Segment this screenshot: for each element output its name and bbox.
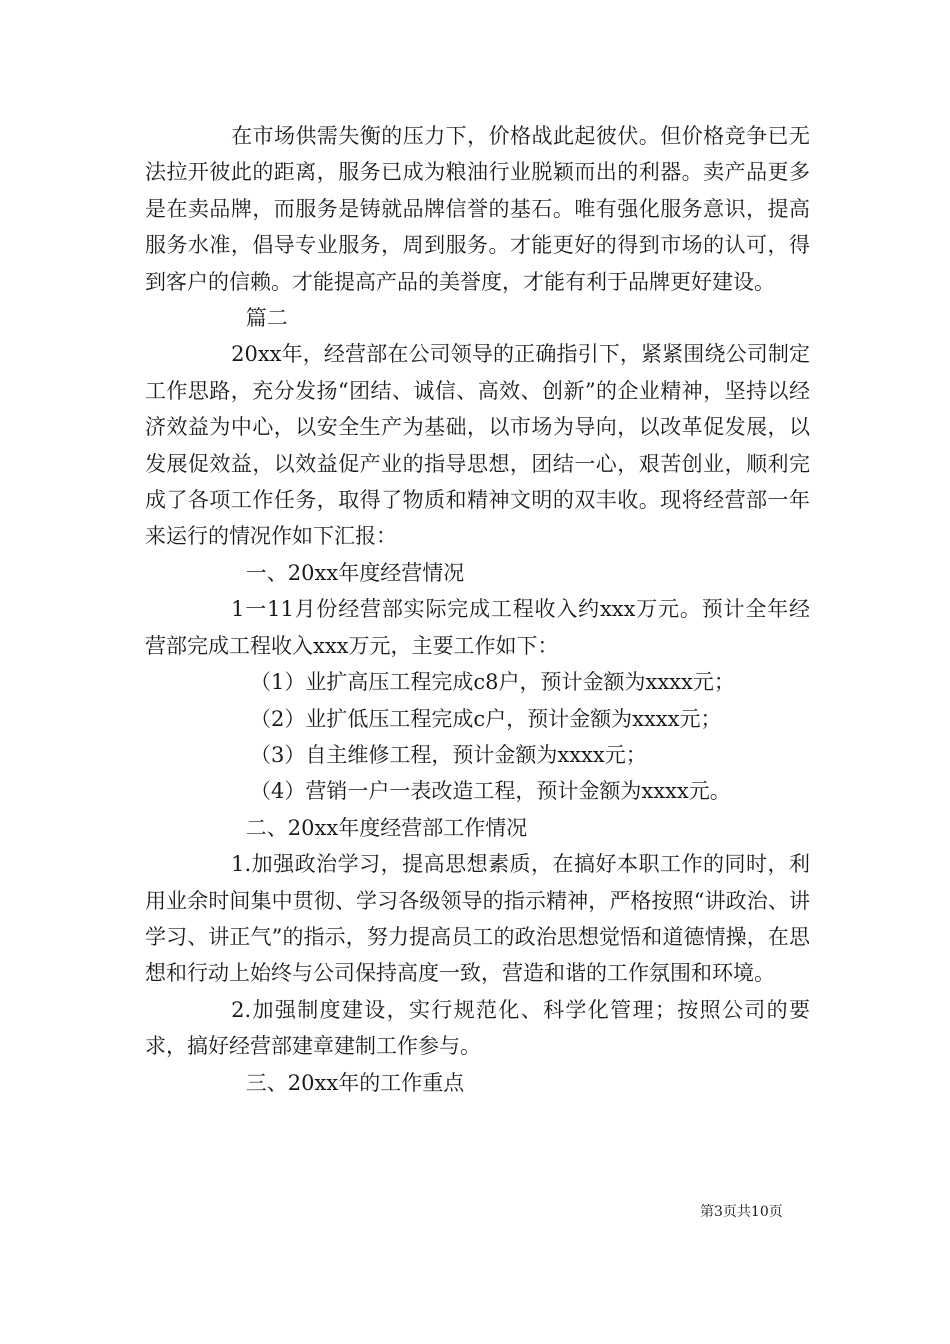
heading-work-focus: 三、20xx年的工作重点 [245,1070,465,1095]
paragraph-revenue: 1一11月份经营部实际完成工程收入约xxx万元。预计全年经营部完成工程收入xxx万元，主要工作如下： [145,597,810,658]
heading-work-status: 二、20xx年度经营部工作情况 [245,815,528,840]
page-number-footer: 第3页共10页 [700,1204,783,1220]
list-item-high-voltage: （1）业扩高压工程完成c8户，预计金额为xxxx元； [250,670,735,695]
heading-business-status: 一、20xx年度经营情况 [245,560,465,585]
list-item-meter-renovation: （4）营销一户一表改造工程，预计金额为xxxx元。 [250,779,731,804]
paragraph-system-building: 2.加强制度建设，实行规范化、科学化管理；按照公司的要求，搞好经营部建章建制工作参与。 [145,997,810,1059]
list-item-maintenance: （3）自主维修工程，预计金额为xxxx元； [250,742,647,767]
paragraph-service: 在市场供需失衡的压力下，价格战此起彼伏。但价格竞争已无法拉开彼此的距离，服务已成为粮油行业脱颖而出的利器。卖产品更多是在卖品牌，而服务是铸就品牌信誉的基石。唯有强化服务意识，提高服务水准，倡导专业服务，周到服务。才能更好的得到市场的认可，得到客户的信赖。才能提高产品的美誉度，才能有利于品牌更好建设。 [145,124,810,294]
section-title-part-two: 篇二 [245,306,288,331]
paragraph-political-study: 1.加强政治学习，提高思想素质，在搞好本职工作的同时，利用业余时间集中贯彻、学习各级领导的指示精神，严格按照“讲政治、讲学习、讲正气”的指示，努力提高员工的政治思想觉悟和道德情操，在思想和行动上始终与公司保持高度一致，营造和谐的工作氛围和环境。 [145,852,810,986]
paragraph-intro: 20xx年，经营部在公司领导的正确指引下，紧紧围绕公司制定工作思路，充分发扬“团结、诚信、高效、创新”的企业精神，坚持以经济效益为中心，以安全生产为基础，以市场为导向，以改革促发展，以发展促效益，以效益促产业的指导思想，团结一心，艰苦创业，顺利完成了各项工作任务，取得了物质和精神文明的双丰收。现将经营部一年来运行的情况作如下汇报： [145,342,810,549]
document-body [145,118,810,1101]
list-item-low-voltage: （2）业扩低压工程完成c户，预计金额为xxxx元； [250,706,722,731]
